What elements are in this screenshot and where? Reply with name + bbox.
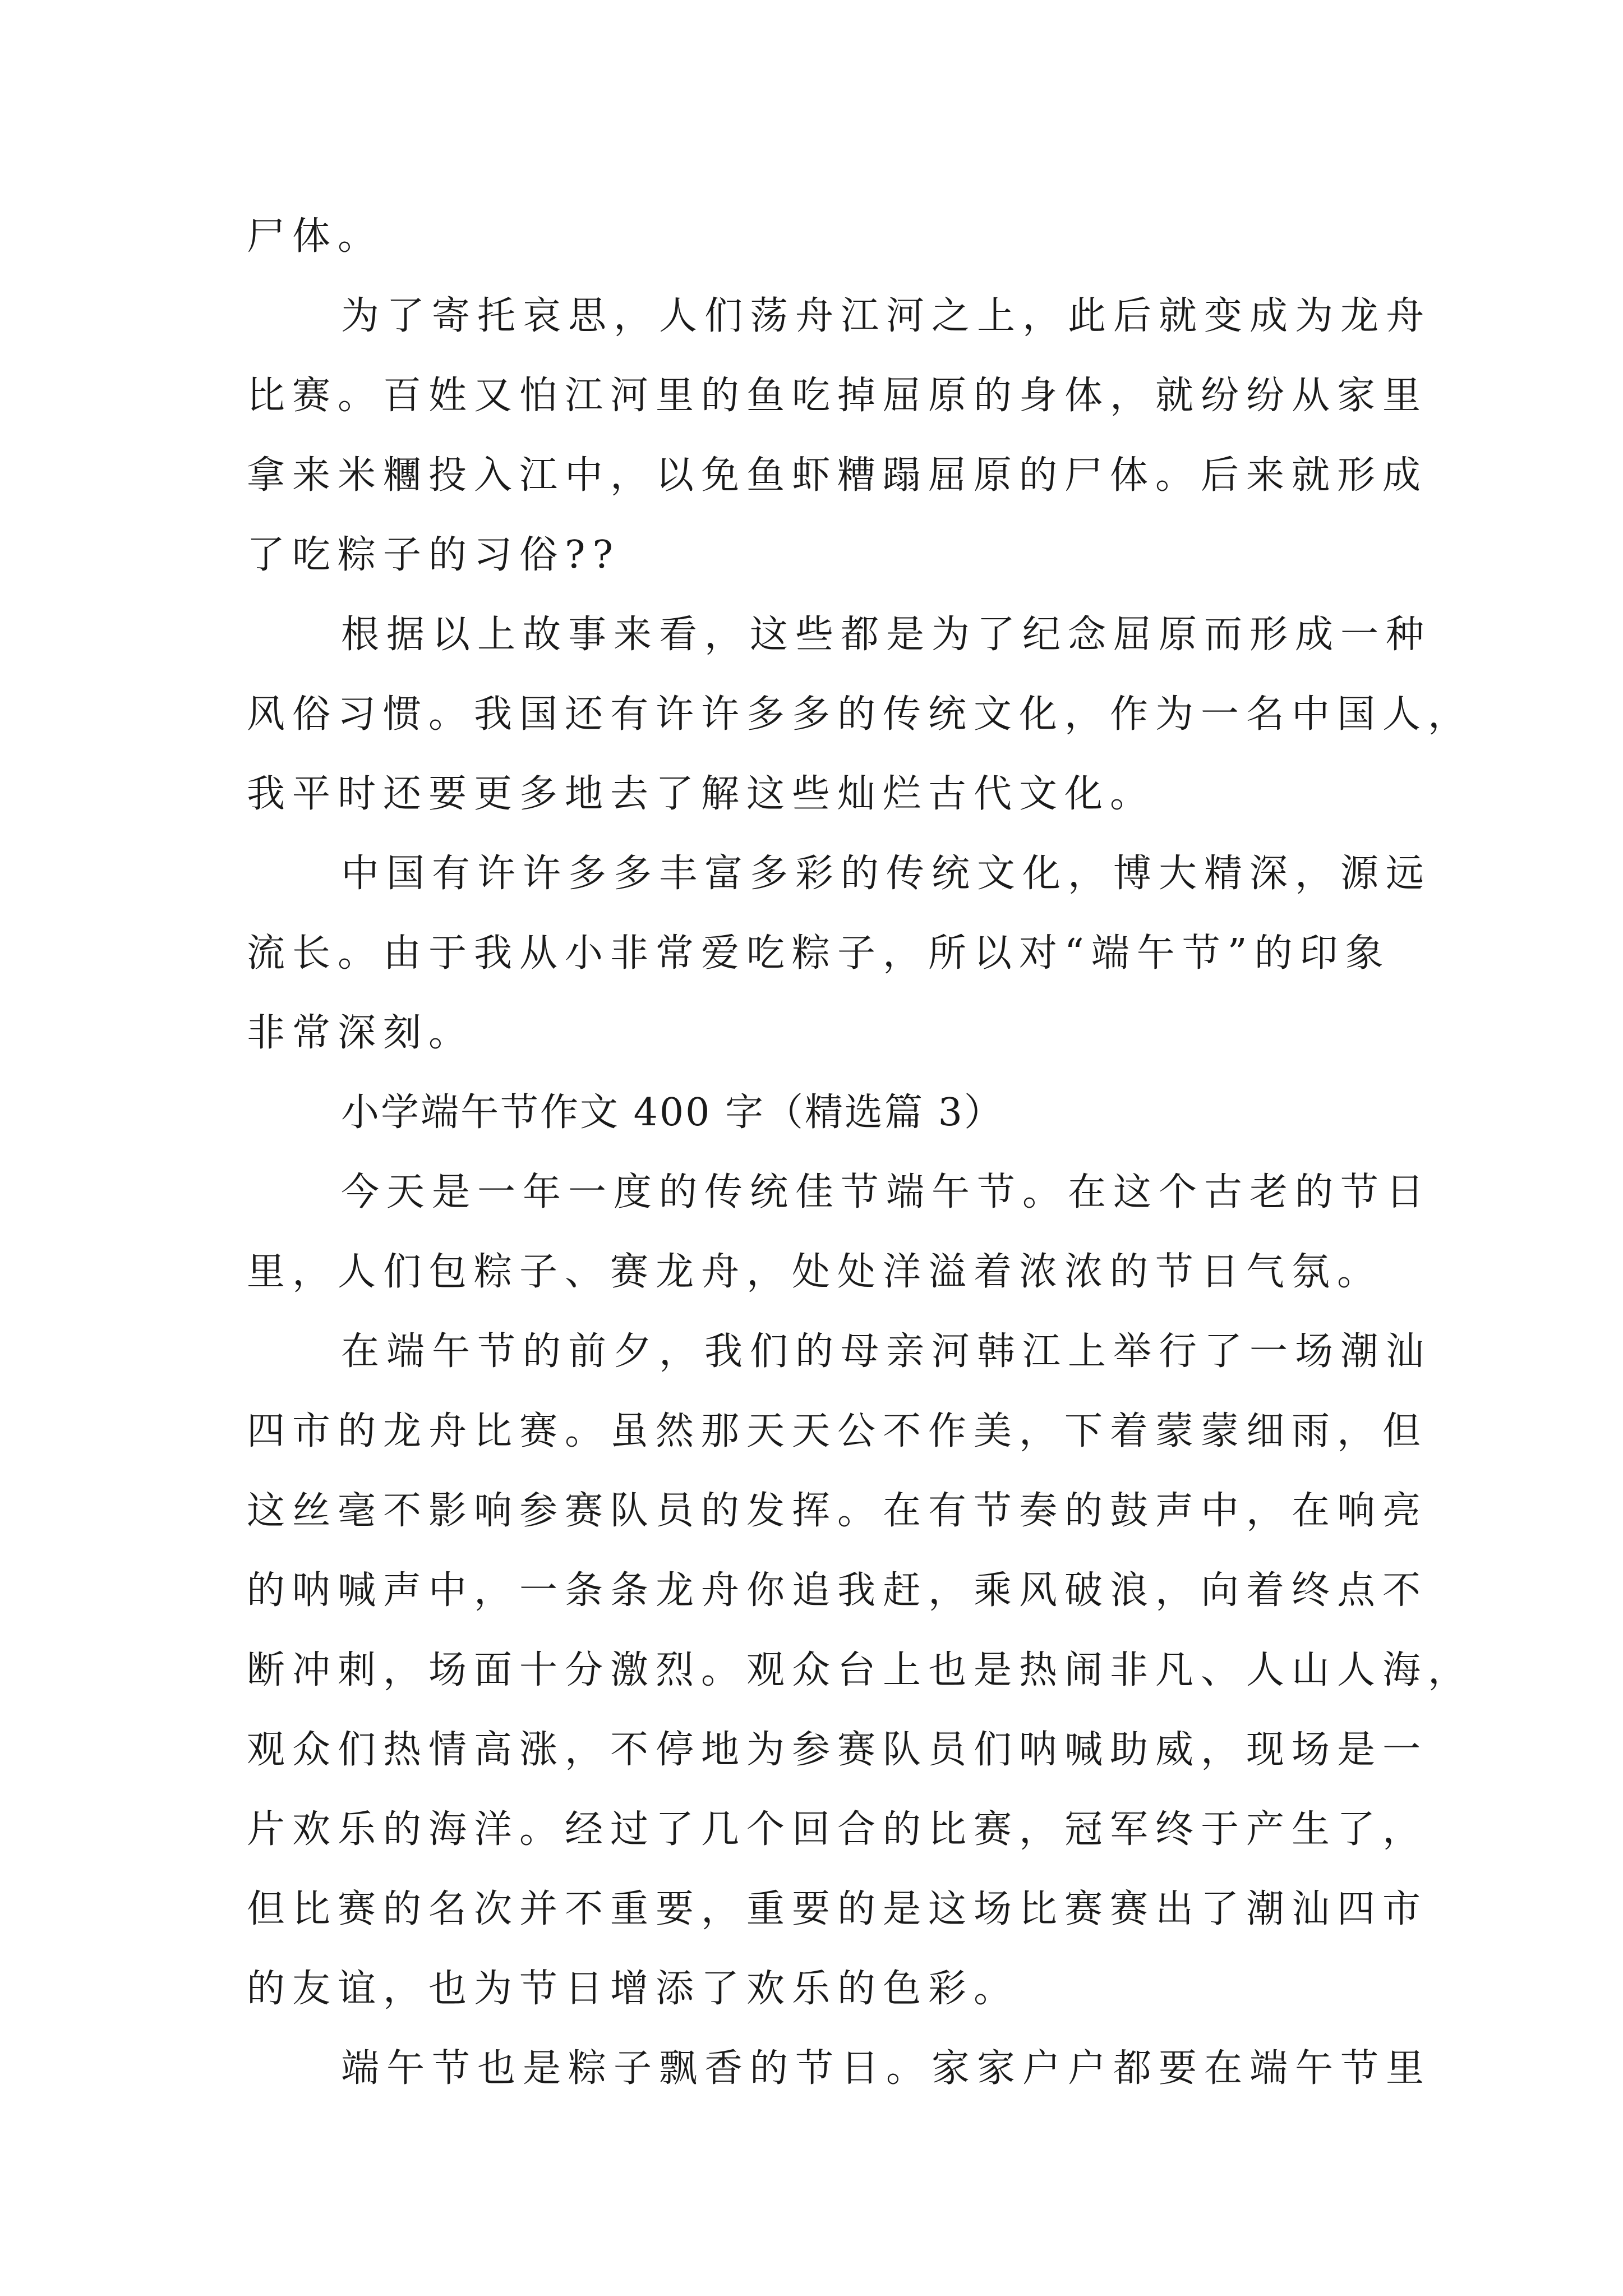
text-line: 流长。由于我从小非常爱吃粽子，所以对“端午节”的印象 [247, 931, 1391, 976]
text-line: 了吃粽子的习俗?? [247, 533, 620, 577]
text-line: 尸体。 [247, 214, 384, 259]
text-line: 观众们热情高涨，不停地为参赛队员们呐喊助威，现场是一 [247, 1728, 1428, 1772]
text-line: 的呐喊声中，一条条龙舟你追我赶，乘风破浪，向着终点不 [247, 1568, 1428, 1613]
paragraph-first-line: 端午节也是粽子飘香的节日。家家户户都要在端午节里 [341, 2046, 1432, 2091]
paragraph-first-line: 根据以上故事来看，这些都是为了纪念屈原而形成一种 [341, 613, 1432, 657]
text-line: 片欢乐的海洋。经过了几个回合的比赛，冠军终于产生了， [247, 1807, 1428, 1852]
text-line: 四市的龙舟比赛。虽然那天天公不作美，下着蒙蒙细雨，但 [247, 1409, 1428, 1453]
paragraph-first-line: 为了寄托哀思，人们荡舟江河之上，此后就变成为龙舟 [341, 294, 1432, 338]
text-line: 比赛。百姓又怕江河里的鱼吃掉屈原的身体，就纷纷从家里 [247, 374, 1428, 418]
text-line: 断冲刺，场面十分激烈。观众台上也是热闹非凡、人山人海， [247, 1648, 1474, 1692]
text-line: 但比赛的名次并不重要，重要的是这场比赛赛出了潮汕四市 [247, 1887, 1428, 1931]
text-line: 我平时还要更多地去了解这些灿烂古代文化。 [247, 772, 1156, 816]
paragraph-first-line: 今天是一年一度的传统佳节端午节。在这个古老的节日 [341, 1170, 1432, 1214]
paragraph-first-line: 在端午节的前夕，我们的母亲河韩江上举行了一场潮汕 [341, 1329, 1432, 1374]
text-line: 里，人们包粽子、赛龙舟，处处洋溢着浓浓的节日气氛。 [247, 1250, 1383, 1294]
text-line: 的友谊，也为节日增添了欢乐的色彩。 [247, 1967, 1020, 2011]
section-heading: 小学端午节作文 400 字（精选篇 3） [341, 1091, 1004, 1135]
text-line: 拿来米糰投入江中，以免鱼虾糟蹋屈原的尸体。后来就形成 [247, 453, 1428, 498]
text-line: 风俗习惯。我国还有许许多多的传统文化，作为一名中国人， [247, 692, 1474, 737]
text-line: 非常深刻。 [247, 1011, 474, 1055]
paragraph-first-line: 中国有许许多多丰富多彩的传统文化，博大精深，源远 [341, 852, 1432, 896]
text-line: 这丝毫不影响参赛队员的发挥。在有节奏的鼓声中，在响亮 [247, 1489, 1428, 1533]
